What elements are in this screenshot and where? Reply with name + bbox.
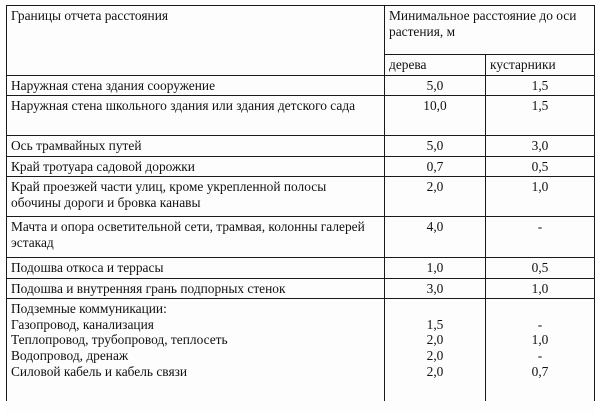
- row-shrubs-value: 1,0: [486, 278, 595, 299]
- underground-shrubs-value: 0,7: [531, 363, 549, 379]
- table-row: [7, 177, 595, 217]
- row-shrubs-value: -: [486, 217, 595, 258]
- table-row: [7, 217, 595, 258]
- underground-trees-value: 2,0: [426, 348, 444, 364]
- row-trees-value: 0,7: [385, 156, 486, 177]
- underground-trees-value: 1,5: [426, 316, 444, 332]
- row-label-cell: [7, 177, 385, 217]
- underground-trees-value: 2,0: [426, 363, 444, 379]
- header-boundary-cell: [7, 6, 385, 76]
- table-row: [7, 156, 595, 177]
- header-min-distance-line2: растения, м: [389, 23, 456, 39]
- row-label-line: Край проезжей части улиц, кроме укрепленной полосы: [11, 179, 327, 194]
- table-row: [7, 75, 595, 96]
- row-shrubs-value: 0,5: [486, 258, 595, 279]
- row-trees-value: 4,0: [385, 217, 486, 258]
- table-row: [7, 258, 595, 279]
- underground-item-label: Газопровод, канализация: [11, 316, 154, 332]
- underground-trees-value: 2,0: [426, 332, 444, 348]
- row-trees-value: 10,0: [385, 96, 486, 136]
- row-trees-value: 1,0: [385, 258, 486, 279]
- underground-item-label: Теплопровод, трубопровод, теплосеть: [11, 332, 228, 348]
- row-label: Подошва и внутренняя грань подпорных стенок: [7, 278, 385, 299]
- table-row: [7, 96, 595, 136]
- row-shrubs-value: 1,0: [486, 177, 595, 217]
- underground-shrubs-value: -: [537, 316, 543, 332]
- header-shrubs: кустарники: [486, 55, 595, 76]
- row-trees-value: 5,0: [385, 75, 486, 96]
- underground-row: [7, 299, 595, 401]
- row-label-line: обочины дороги и бровка канавы: [11, 194, 201, 210]
- table-row: [7, 278, 595, 299]
- row-shrubs-value: 1,5: [486, 96, 595, 136]
- row-shrubs-value: 3,0: [486, 136, 595, 157]
- underground-spacer: [488, 301, 592, 317]
- underground-shrubs-cell: [486, 299, 595, 401]
- row-shrubs-value: 1,5: [486, 75, 595, 96]
- row-label: Наружная стена здания сооружение: [7, 75, 385, 96]
- row-trees-value: 5,0: [385, 136, 486, 157]
- header-min-distance-line1: Минимальное расстояние до оси: [389, 8, 577, 23]
- underground-shrubs-value: 1,0: [531, 332, 549, 348]
- row-label: Край тротуара садовой дорожки: [7, 156, 385, 177]
- distance-table-document: [6, 5, 594, 413]
- row-label-cell: [7, 217, 385, 258]
- underground-trees-cell: [385, 299, 486, 401]
- distance-table: [6, 5, 595, 401]
- row-trees-value: 3,0: [385, 278, 486, 299]
- underground-shrubs-value: -: [537, 348, 543, 364]
- header-trees: дерева: [385, 55, 486, 76]
- row-label: Ось трамвайных путей: [7, 136, 385, 157]
- underground-title: Подземные коммуникации:: [11, 301, 167, 316]
- underground-item-label: Водопровод, дренаж: [11, 348, 129, 364]
- underground-labels-cell: [7, 299, 385, 401]
- underground-spacer: [387, 301, 483, 317]
- row-trees-value: 2,0: [385, 177, 486, 217]
- header-row-1: [7, 6, 595, 55]
- underground-item-label: Силовой кабель и кабель связи: [11, 363, 188, 379]
- row-label-line: эстакад: [11, 234, 54, 250]
- table-row: [7, 136, 595, 157]
- header-min-distance-cell: [385, 6, 595, 55]
- row-label-line: Мачта и опора осветительной сети, трамвая, колонны галерей: [11, 219, 365, 234]
- row-label: Подошва откоса и террасы: [7, 258, 385, 279]
- header-boundary: Границы отчета расстояния: [11, 8, 169, 23]
- row-shrubs-value: 0,5: [486, 156, 595, 177]
- row-label: Наружная стена школьного здания или здания детского сада: [7, 96, 385, 136]
